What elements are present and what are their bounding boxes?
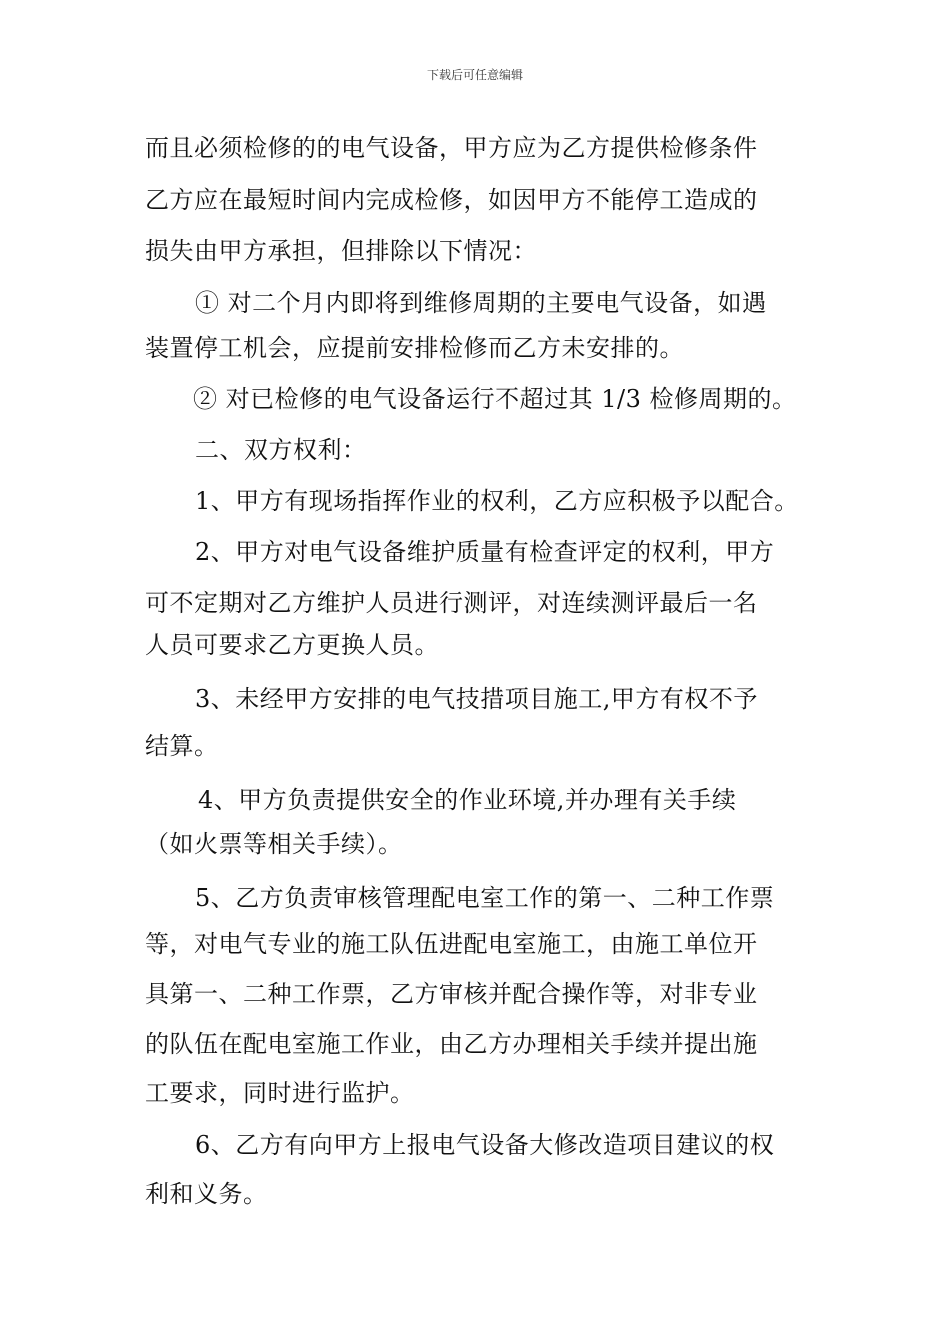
text-line: 工要求，同时进行监护。	[145, 1079, 415, 1107]
text-line: 5、乙方负责审核管理配电室工作的第一、二种工作票	[195, 884, 775, 912]
text-line: 3、未经甲方安排的电气技措项目施工,甲方有权不予	[195, 685, 758, 713]
text-line: 结算。	[145, 732, 219, 760]
text-line: 可不定期对乙方维护人员进行测评，对连续测评最后一名	[145, 589, 758, 617]
text-line: 等，对电气专业的施工队伍进配电室施工，由施工单位开	[145, 930, 758, 958]
text-line: 具第一、二种工作票，乙方审核并配合操作等，对非专业	[145, 980, 758, 1008]
text-line: 损失由甲方承担，但排除以下情况：	[145, 237, 537, 265]
section-heading: 二、双方权利：	[195, 436, 367, 464]
text-line: 而且必须检修的的电气设备，甲方应为乙方提供检修条件	[145, 134, 758, 162]
text-line: （如火票等相关手续）。	[145, 830, 403, 858]
text-line: ① 对二个月内即将到维修周期的主要电气设备，如遇	[195, 289, 767, 317]
text-line: 人员可要求乙方更换人员。	[145, 631, 439, 659]
text-line: ② 对已检修的电气设备运行不超过其 1/3 检修周期的。	[193, 385, 797, 413]
text-line: 4、甲方负责提供安全的作业环境,并办理有关手续	[198, 786, 737, 814]
text-line: 乙方应在最短时间内完成检修，如因甲方不能停工造成的	[145, 186, 758, 214]
text-line: 2、甲方对电气设备维护质量有检查评定的权利，甲方	[195, 538, 775, 566]
text-line: 的队伍在配电室施工作业，由乙方办理相关手续并提出施	[145, 1030, 758, 1058]
page-header: 下载后可任意编辑	[426, 68, 523, 82]
text-line: 利和义务。	[145, 1180, 268, 1208]
text-line: 装置停工机会，应提前安排检修而乙方未安排的。	[145, 334, 684, 362]
text-line: 1、甲方有现场指挥作业的权利，乙方应积极予以配合。	[195, 487, 799, 515]
text-line: 6、乙方有向甲方上报电气设备大修改造项目建议的权	[195, 1131, 775, 1159]
